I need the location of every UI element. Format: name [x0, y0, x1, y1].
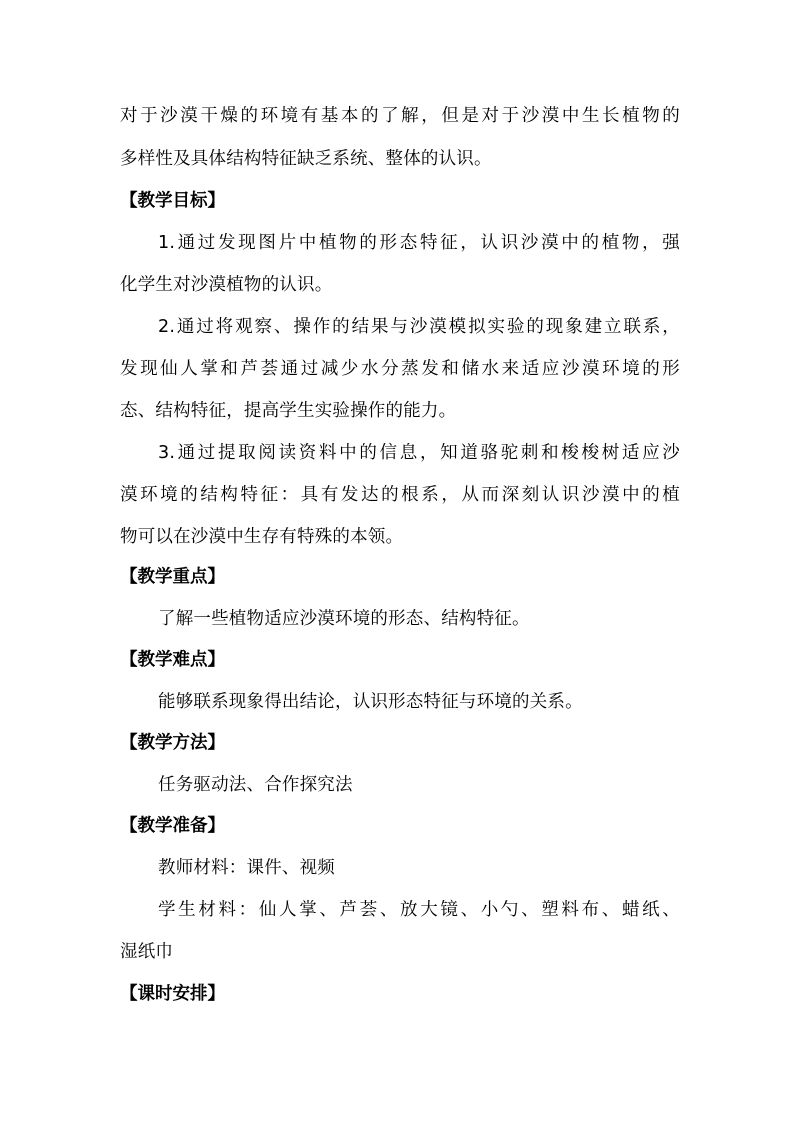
heading-methods: 【教学方法】 — [120, 733, 225, 753]
objective-3-line-2: 漠环境的结构特征：具有发达的根系，从而深刻认识沙漠中的植 — [120, 485, 680, 505]
heading-preparation: 【教学准备】 — [120, 816, 225, 836]
objective-2-line-2: 发现仙人掌和芦荟通过减少水分蒸发和储水来适应沙漠环境的形 — [120, 359, 680, 379]
preparation-student-line-2: 湿纸巾 — [120, 942, 174, 962]
objective-1-line-2: 化学生对沙漠植物的认识。 — [120, 275, 333, 295]
objective-3-line-3: 物可以在沙漠中生存有特殊的本领。 — [120, 527, 404, 547]
preparation-student-line-1: 学生材料：仙人掌、芦荟、放大镜、小勺、塑料布、蜡纸、 — [158, 900, 680, 920]
heading-key-points: 【教学重点】 — [120, 567, 225, 587]
heading-schedule: 【课时安排】 — [120, 984, 225, 1004]
heading-difficulties: 【教学难点】 — [120, 650, 225, 670]
difficulties-text: 能够联系现象得出结论，认识形态特征与环境的关系。 — [158, 692, 583, 712]
objective-2-line-1: 2.通过将观察、操作的结果与沙漠模拟实验的现象建立联系， — [158, 317, 680, 337]
methods-text: 任务驱动法、合作探究法 — [158, 775, 353, 795]
intro-line-1: 对于沙漠干燥的环境有基本的了解，但是对于沙漠中生长植物的 — [120, 106, 680, 126]
objective-2-line-3: 态、结构特征，提高学生实验操作的能力。 — [120, 401, 457, 421]
heading-objectives: 【教学目标】 — [120, 191, 225, 211]
objective-3-line-1: 3.通过提取阅读资料中的信息，知道骆驼刺和梭梭树适应沙 — [158, 443, 680, 463]
objective-1-line-1: 1.通过发现图片中植物的形态特征，认识沙漠中的植物，强 — [158, 233, 680, 253]
preparation-teacher: 教师材料：课件、视频 — [158, 858, 335, 878]
key-points-text: 了解一些植物适应沙漠环境的形态、结构特征。 — [158, 609, 530, 629]
intro-line-2: 多样性及具体结构特征缺乏系统、整体的认识。 — [120, 149, 492, 169]
